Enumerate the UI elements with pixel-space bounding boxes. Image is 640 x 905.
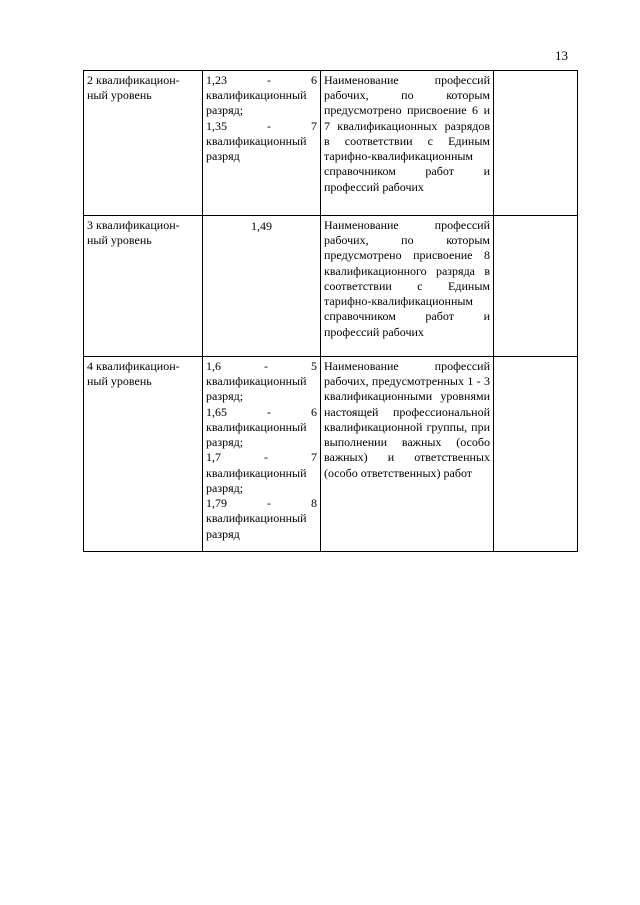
level-line: 3 квалификацион- xyxy=(87,218,180,232)
level-line: ный уровень xyxy=(87,88,152,103)
range-line: 1,6 - 5 квалификационный разряд; xyxy=(206,359,317,404)
coefficient-value: 1,49 xyxy=(251,219,272,233)
level-line: 2 квалификацион- xyxy=(87,73,180,87)
qualification-table xyxy=(83,70,578,552)
cell-level xyxy=(84,71,203,216)
table-row xyxy=(84,71,578,216)
cell-range xyxy=(203,357,321,552)
cell-empty xyxy=(494,216,578,357)
cell-description xyxy=(321,216,494,357)
cell-description xyxy=(321,357,494,552)
description-text: Наименование профессий рабочих, по которым предусмотрено присвоение 6 и 7 квалификационных разрядов в соответствии с Единым тарифно-квалификационным справочником работ и профессий рабочих xyxy=(324,73,490,194)
description-text: Наименование профессий рабочих, по которым предусмотрено присвоение 8 квалификационного разряда в соответствии с Единым тарифно-квалификационным справочником работ и профессий рабочих xyxy=(324,218,490,339)
page-number: 13 xyxy=(555,48,568,63)
range-line: 1,23 - 6 квалификационный разряд; xyxy=(206,73,317,118)
range-line: 1,35 - 7 квалификационный разряд xyxy=(206,118,317,164)
table-row xyxy=(84,357,578,552)
cell-level xyxy=(84,357,203,552)
cell-description xyxy=(321,71,494,216)
range-line: 1,65 - 6 квалификационный разряд; xyxy=(206,404,317,450)
cell-empty xyxy=(494,71,578,216)
range-line: 1,7 - 7 квалификационный разряд; xyxy=(206,450,317,495)
table-row xyxy=(84,216,578,357)
cell-level xyxy=(84,216,203,357)
cell-range xyxy=(203,71,321,216)
description-text: Наименование профессий рабочих, предусмотренных 1 - 3 квалификационными уровнями настоящей профессиональной квалификационной группы, при выполнении важных (особо важных) и ответственных (особо ответственных) работ xyxy=(324,359,490,480)
level-line: ный уровень xyxy=(87,233,152,248)
cell-coefficient xyxy=(203,216,321,357)
level-line: ный уровень xyxy=(87,374,152,389)
level-line: 4 квалификацион- xyxy=(87,359,180,373)
range-line: 1,79 - 8 квалификационный разряд xyxy=(206,496,317,541)
cell-empty xyxy=(494,357,578,552)
